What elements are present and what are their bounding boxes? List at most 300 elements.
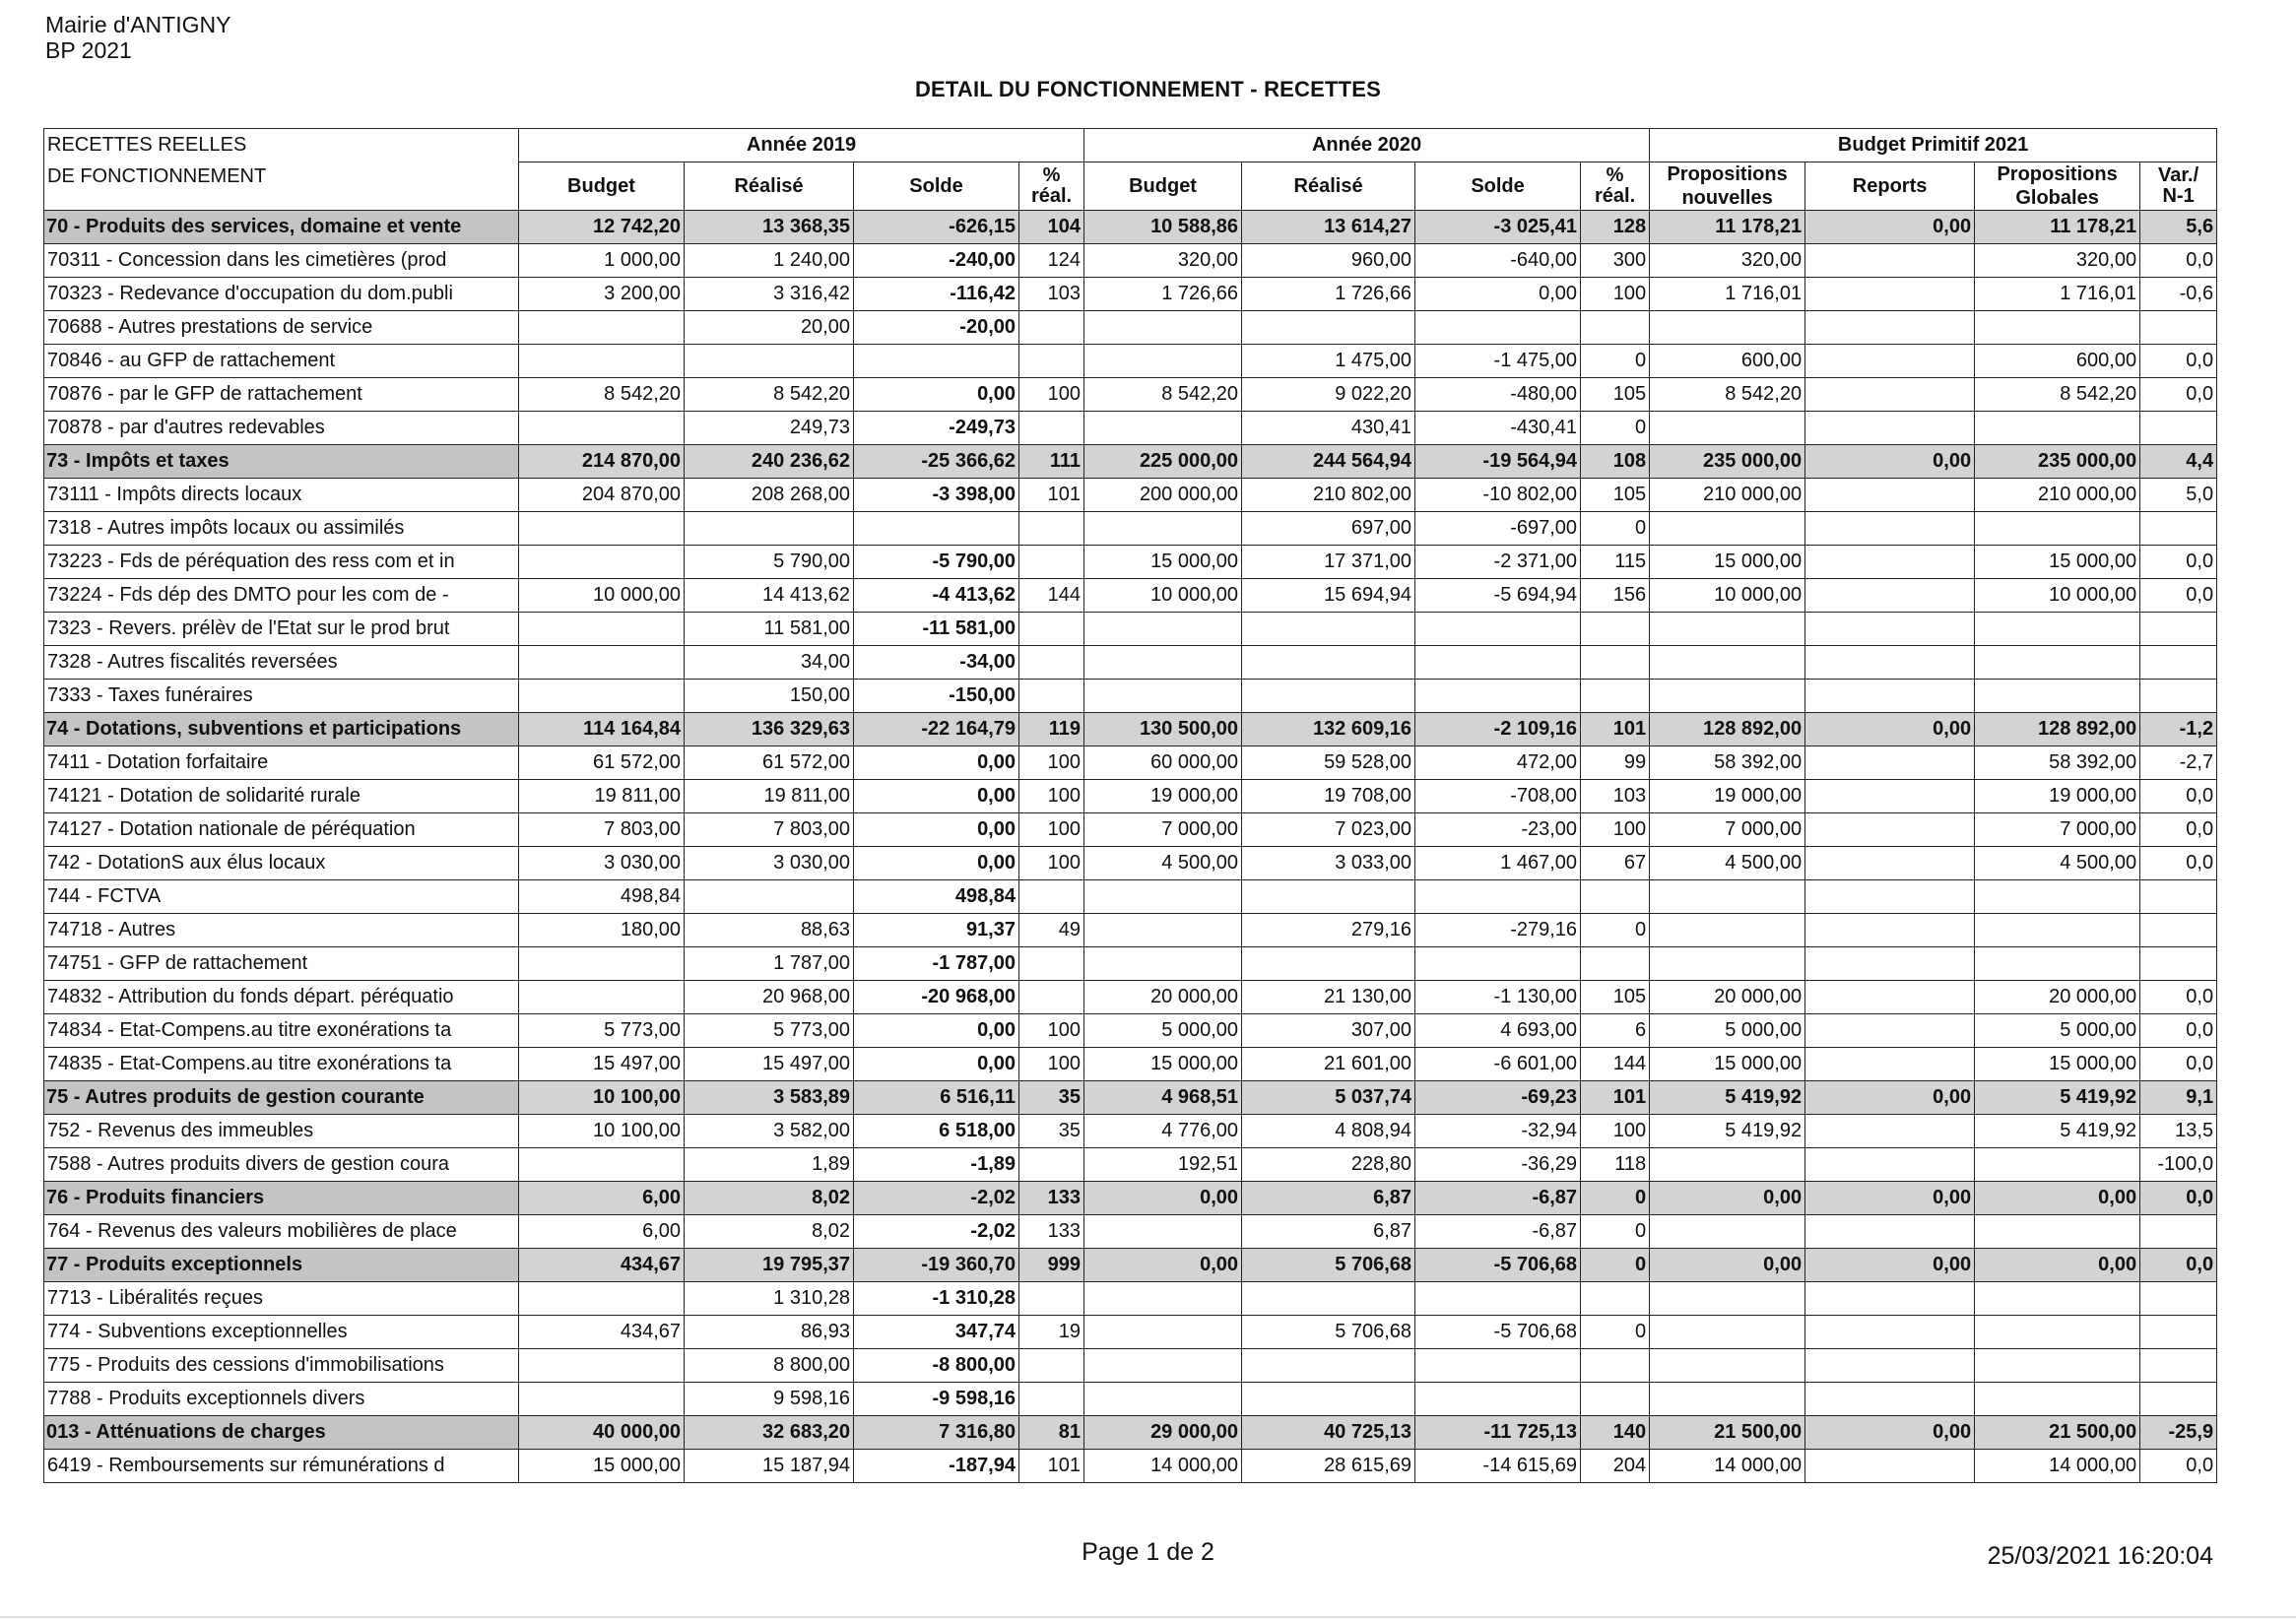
cell-value: 235 000,00 [1650, 445, 1805, 479]
cell-value [519, 345, 685, 378]
cell-value [1805, 278, 1975, 311]
table-row [44, 278, 2217, 311]
cell-value: 0,00 [1084, 1182, 1242, 1215]
cell-value [2140, 1316, 2217, 1349]
cell-value: 7 000,00 [1975, 813, 2140, 847]
cell-value: 0,0 [2140, 1249, 2217, 1282]
cell-value: 61 572,00 [519, 746, 685, 780]
cell-value [2140, 311, 2217, 345]
cell-value: 4 776,00 [1084, 1115, 1242, 1148]
col-budget-2019: Budget [519, 162, 685, 211]
cell-value: -100,0 [2140, 1148, 2217, 1182]
cell-value [1805, 1316, 1975, 1349]
cell-value: -36,29 [1415, 1148, 1581, 1182]
cell-value: 0,00 [1975, 1182, 2140, 1215]
cell-value: 144 [1581, 1048, 1650, 1081]
row-label: 774 - Subventions exceptionnelles [44, 1316, 519, 1349]
cell-value: 133 [1019, 1215, 1084, 1249]
cell-value [1805, 311, 1975, 345]
cell-value [2140, 1215, 2217, 1249]
row-label: 7328 - Autres fiscalités reversées [44, 646, 519, 680]
cell-value [1975, 947, 2140, 981]
cell-value: -19 564,94 [1415, 445, 1581, 479]
cell-value: -2 109,16 [1415, 713, 1581, 746]
cell-value [1084, 345, 1242, 378]
cell-value: 5 037,74 [1242, 1081, 1415, 1115]
cell-value [1242, 680, 1415, 713]
cell-value: 81 [1019, 1416, 1084, 1450]
cell-value: 15 000,00 [1975, 1048, 2140, 1081]
cell-value [1650, 1215, 1805, 1249]
cell-value: 208 268,00 [685, 479, 854, 512]
cell-value: 8,02 [685, 1215, 854, 1249]
cell-value [1805, 1014, 1975, 1048]
cell-value: 19 811,00 [519, 780, 685, 813]
cell-value [1084, 646, 1242, 680]
cell-value [685, 345, 854, 378]
col-budget-2020: Budget [1084, 162, 1242, 211]
cell-value: -6,87 [1415, 1215, 1581, 1249]
cell-value: 104 [1019, 211, 1084, 244]
table-row [44, 847, 2217, 880]
cell-value: 19 811,00 [685, 780, 854, 813]
cell-value: 21 500,00 [1650, 1416, 1805, 1450]
cell-value: 244 564,94 [1242, 445, 1415, 479]
cell-value [1805, 244, 1975, 278]
cell-value: 0 [1581, 1182, 1650, 1215]
cell-value: 136 329,63 [685, 713, 854, 746]
cell-value [685, 880, 854, 914]
cell-value: 5 000,00 [1975, 1014, 2140, 1048]
cell-value: 10 000,00 [1084, 579, 1242, 613]
cell-value [1650, 1316, 1805, 1349]
cell-value: -23,00 [1415, 813, 1581, 847]
table-row [44, 1316, 2217, 1349]
cell-value: 9 022,20 [1242, 378, 1415, 412]
cell-value: 20 000,00 [1975, 981, 2140, 1014]
cell-value: 8 542,20 [1084, 378, 1242, 412]
cell-value: 14 000,00 [1084, 1450, 1242, 1483]
page-number: Page 1 de 2 [1082, 1538, 1214, 1566]
cell-value: 21 601,00 [1242, 1048, 1415, 1081]
cell-value: 6,87 [1242, 1215, 1415, 1249]
cell-value: 114 164,84 [519, 713, 685, 746]
row-label: 7411 - Dotation forfaitaire [44, 746, 519, 780]
cell-value: 0,0 [2140, 546, 2217, 579]
cell-value: -3 398,00 [854, 479, 1019, 512]
row-label: 74127 - Dotation nationale de péréquation [44, 813, 519, 847]
col-solde-2020: Solde [1415, 162, 1581, 211]
row-label: 77 - Produits exceptionnels [44, 1249, 519, 1282]
table-row [44, 680, 2217, 713]
cell-value [1581, 646, 1650, 680]
cell-value: -187,94 [854, 1450, 1019, 1483]
row-label: 7788 - Produits exceptionnels divers [44, 1383, 519, 1416]
cell-value: 103 [1581, 780, 1650, 813]
cell-value: 100 [1019, 378, 1084, 412]
cell-value: 0,0 [2140, 813, 2217, 847]
cell-value: 1 000,00 [519, 244, 685, 278]
cell-value [1415, 1349, 1581, 1383]
cell-value [1242, 1282, 1415, 1316]
cell-value: 0,00 [854, 746, 1019, 780]
cell-value: -1 475,00 [1415, 345, 1581, 378]
table-row [44, 412, 2217, 445]
cell-value: -8 800,00 [854, 1349, 1019, 1383]
cell-value [2140, 412, 2217, 445]
cell-value: -11 581,00 [854, 613, 1019, 646]
cell-value: 40 000,00 [519, 1416, 685, 1450]
cell-value: -626,15 [854, 211, 1019, 244]
cell-value: -3 025,41 [1415, 211, 1581, 244]
cell-value: 17 371,00 [1242, 546, 1415, 579]
cell-value [519, 613, 685, 646]
row-label: 775 - Produits des cessions d'immobilisations [44, 1349, 519, 1383]
cell-value: 3 582,00 [685, 1115, 854, 1148]
cell-value [1650, 613, 1805, 646]
table-row [44, 780, 2217, 813]
cell-value: 10 100,00 [519, 1115, 685, 1148]
group-header-2020: Année 2020 [1084, 129, 1650, 162]
cell-value: 8 542,20 [519, 378, 685, 412]
cell-value [1019, 1282, 1084, 1316]
cell-value: 5 706,68 [1242, 1249, 1415, 1282]
cell-value: 21 500,00 [1975, 1416, 2140, 1450]
cell-value: 5 790,00 [685, 546, 854, 579]
cell-value: 192,51 [1084, 1148, 1242, 1182]
cell-value [1975, 1215, 2140, 1249]
chapter-row [44, 713, 2217, 746]
cell-value [1242, 311, 1415, 345]
cell-value: 279,16 [1242, 914, 1415, 947]
cell-value: 15 694,94 [1242, 579, 1415, 613]
cell-value: 100 [1581, 813, 1650, 847]
cell-value [519, 412, 685, 445]
col-pct-2020 [1581, 162, 1650, 211]
cell-value: 6 516,11 [854, 1081, 1019, 1115]
cell-value [1650, 880, 1805, 914]
cell-value [1975, 914, 2140, 947]
col-prop-nouv-line-2: nouvelles [1681, 187, 1773, 209]
cell-value: 0,00 [1805, 211, 1975, 244]
cell-value: 7 316,80 [854, 1416, 1019, 1450]
cell-value [519, 546, 685, 579]
table-row [44, 1048, 2217, 1081]
cell-value: 6 518,00 [854, 1115, 1019, 1148]
cell-value: 105 [1581, 981, 1650, 1014]
cell-value: 101 [1019, 1450, 1084, 1483]
cell-value [1650, 1148, 1805, 1182]
cell-value: 3 030,00 [685, 847, 854, 880]
cell-value: -708,00 [1415, 780, 1581, 813]
col-var-line-1: Var./ [2158, 164, 2199, 186]
cell-value: -20 968,00 [854, 981, 1019, 1014]
cell-value [2140, 1349, 2217, 1383]
cell-value: -480,00 [1415, 378, 1581, 412]
cell-value [1415, 613, 1581, 646]
cell-value: 119 [1019, 713, 1084, 746]
cell-value: -34,00 [854, 646, 1019, 680]
row-label: 752 - Revenus des immeubles [44, 1115, 519, 1148]
row-label: 74835 - Etat-Compens.au titre exonérations ta [44, 1048, 519, 1081]
cell-value [1084, 512, 1242, 546]
cell-value: 59 528,00 [1242, 746, 1415, 780]
cell-value: -14 615,69 [1415, 1450, 1581, 1483]
cell-value: 7 803,00 [685, 813, 854, 847]
cell-value [519, 1349, 685, 1383]
row-label: 70846 - au GFP de rattachement [44, 345, 519, 378]
cell-value: 4 808,94 [1242, 1115, 1415, 1148]
cell-value: 204 870,00 [519, 479, 685, 512]
cell-value: 0,00 [1650, 1249, 1805, 1282]
cell-value: -1 787,00 [854, 947, 1019, 981]
cell-value: -1,89 [854, 1148, 1019, 1182]
cell-value: 5 419,92 [1975, 1081, 2140, 1115]
chapter-row [44, 1249, 2217, 1282]
cell-value: 4 500,00 [1650, 847, 1805, 880]
cell-value: 5 706,68 [1242, 1316, 1415, 1349]
row-label: 70688 - Autres prestations de service [44, 311, 519, 345]
cell-value: 5 000,00 [1650, 1014, 1805, 1048]
row-label: 74 - Dotations, subventions et participations [44, 713, 519, 746]
row-label: 6419 - Remboursements sur rémunérations d [44, 1450, 519, 1483]
cell-value: -5 706,68 [1415, 1316, 1581, 1349]
cell-value: 32 683,20 [685, 1416, 854, 1450]
cell-value: 10 588,86 [1084, 211, 1242, 244]
cell-value: 347,74 [854, 1316, 1019, 1349]
chapter-row [44, 1081, 2217, 1115]
cell-value [2140, 914, 2217, 947]
cell-value: 100 [1019, 780, 1084, 813]
cell-value [1415, 1383, 1581, 1416]
cell-value [2140, 613, 2217, 646]
cell-value: -4 413,62 [854, 579, 1019, 613]
row-label: 70311 - Concession dans les cimetières (prod [44, 244, 519, 278]
cell-value: -1,2 [2140, 713, 2217, 746]
col-prop-nouv-line-1: Propositions [1667, 163, 1788, 185]
table-row [44, 1349, 2217, 1383]
cell-value: 0,00 [1805, 1416, 1975, 1450]
cell-value: 20 000,00 [1084, 981, 1242, 1014]
cell-value: -19 360,70 [854, 1249, 1019, 1282]
cell-value: -640,00 [1415, 244, 1581, 278]
cell-value: 1 467,00 [1415, 847, 1581, 880]
cell-value [2140, 1282, 2217, 1316]
cell-value: 19 000,00 [1084, 780, 1242, 813]
cell-value: 58 392,00 [1650, 746, 1805, 780]
cell-value: 19 [1019, 1316, 1084, 1349]
cell-value: 19 000,00 [1650, 780, 1805, 813]
row-label: 73223 - Fds de péréquation des ress com et in [44, 546, 519, 579]
col-pct-2019 [1019, 162, 1084, 211]
cell-value [1242, 613, 1415, 646]
col-prop-glob-line-2: Globales [2015, 187, 2099, 209]
cell-value: 144 [1019, 579, 1084, 613]
cell-value [1084, 311, 1242, 345]
row-label: 73224 - Fds dép des DMTO pour les com de - [44, 579, 519, 613]
cell-value [1650, 680, 1805, 713]
cell-value: 210 000,00 [1975, 479, 2140, 512]
cell-value [1084, 1349, 1242, 1383]
cell-value: 15 000,00 [1084, 546, 1242, 579]
cell-value: 100 [1019, 1014, 1084, 1048]
cell-value [1242, 947, 1415, 981]
cell-value: 133 [1019, 1182, 1084, 1215]
table-row [44, 914, 2217, 947]
cell-value [519, 512, 685, 546]
cell-value: 0 [1581, 914, 1650, 947]
cell-value: 0,00 [1650, 1182, 1805, 1215]
cell-value: 5 419,92 [1975, 1115, 2140, 1148]
cell-value: 1 787,00 [685, 947, 854, 981]
table-row [44, 880, 2217, 914]
cell-value [2140, 680, 2217, 713]
cell-value [1019, 981, 1084, 1014]
cell-value: -6,87 [1415, 1182, 1581, 1215]
cell-value: -5 790,00 [854, 546, 1019, 579]
cell-value [1019, 947, 1084, 981]
cell-value [519, 646, 685, 680]
cell-value [1650, 1349, 1805, 1383]
cell-value: 13 614,27 [1242, 211, 1415, 244]
cell-value: 0,0 [2140, 1014, 2217, 1048]
cell-value: 0,0 [2140, 1048, 2217, 1081]
col-propositions-nouvelles [1650, 162, 1805, 211]
cell-value [1415, 646, 1581, 680]
cell-value [1650, 914, 1805, 947]
cell-value [1415, 311, 1581, 345]
cell-value [1975, 1383, 2140, 1416]
cell-value [519, 947, 685, 981]
row-label: 70 - Produits des services, domaine et vente [44, 211, 519, 244]
cell-value: 498,84 [854, 880, 1019, 914]
cell-value: -5 706,68 [1415, 1249, 1581, 1282]
group-header-bp2021: Budget Primitif 2021 [1650, 129, 2217, 162]
cell-value: -116,42 [854, 278, 1019, 311]
cell-value: 0,00 [1084, 1249, 1242, 1282]
cell-value [1581, 1383, 1650, 1416]
cell-value [1805, 680, 1975, 713]
cell-value: 4,4 [2140, 445, 2217, 479]
cell-value [1581, 613, 1650, 646]
table-row [44, 981, 2217, 1014]
cell-value [1805, 546, 1975, 579]
cell-value [1019, 546, 1084, 579]
cell-value: 20 968,00 [685, 981, 854, 1014]
cell-value: 3 030,00 [519, 847, 685, 880]
cell-value [1805, 1148, 1975, 1182]
col-realise-2019: Réalisé [685, 162, 854, 211]
cell-value: 600,00 [1975, 345, 2140, 378]
cell-value: 10 000,00 [519, 579, 685, 613]
cell-value: 0,00 [1805, 1081, 1975, 1115]
row-label: 74751 - GFP de rattachement [44, 947, 519, 981]
cell-value: 0,00 [854, 378, 1019, 412]
cell-value [2140, 646, 2217, 680]
cell-value: 210 000,00 [1650, 479, 1805, 512]
cell-value [1019, 1383, 1084, 1416]
cell-value [1084, 412, 1242, 445]
cell-value: 8 542,20 [685, 378, 854, 412]
cell-value: 249,73 [685, 412, 854, 445]
cell-value: -240,00 [854, 244, 1019, 278]
cell-value: 11 178,21 [1975, 211, 2140, 244]
row-label: 70878 - par d'autres redevables [44, 412, 519, 445]
col-reports: Reports [1805, 162, 1975, 211]
cell-value [1581, 880, 1650, 914]
cell-value: 8,02 [685, 1182, 854, 1215]
cell-value: 10 100,00 [519, 1081, 685, 1115]
cell-value: 101 [1019, 479, 1084, 512]
cell-value [519, 311, 685, 345]
cell-value: 214 870,00 [519, 445, 685, 479]
row-label: 70323 - Redevance d'occupation du dom.publi [44, 278, 519, 311]
cell-value [1650, 947, 1805, 981]
cell-value: -5 694,94 [1415, 579, 1581, 613]
cell-value: 0,00 [854, 813, 1019, 847]
cell-value: 8 542,20 [1975, 378, 2140, 412]
col-pct-line-2: réal. [1594, 185, 1636, 207]
cell-value: 20 000,00 [1650, 981, 1805, 1014]
cell-value: 0,0 [2140, 345, 2217, 378]
cell-value [1242, 1349, 1415, 1383]
org-name: Mairie d'ANTIGNY [45, 12, 231, 37]
cell-value: 7 000,00 [1084, 813, 1242, 847]
cell-value [1084, 914, 1242, 947]
cell-value: 111 [1019, 445, 1084, 479]
table-row [44, 345, 2217, 378]
cell-value [1805, 479, 1975, 512]
corner-line-1: RECETTES REELLES [47, 134, 247, 156]
cell-value [1581, 680, 1650, 713]
cell-value: 434,67 [519, 1316, 685, 1349]
cell-value: 100 [1019, 847, 1084, 880]
cell-value [1019, 1148, 1084, 1182]
cell-value: 5 419,92 [1650, 1081, 1805, 1115]
cell-value: 0,00 [1805, 445, 1975, 479]
cell-value: 13 368,35 [685, 211, 854, 244]
cell-value [1084, 1383, 1242, 1416]
cell-value: 29 000,00 [1084, 1416, 1242, 1450]
cell-value: -25 366,62 [854, 445, 1019, 479]
row-label: 70876 - par le GFP de rattachement [44, 378, 519, 412]
cell-value: 0 [1581, 345, 1650, 378]
cell-value: 697,00 [1242, 512, 1415, 546]
cell-value [1019, 880, 1084, 914]
cell-value [1805, 847, 1975, 880]
cell-value: 15 187,94 [685, 1450, 854, 1483]
cell-value: 40 725,13 [1242, 1416, 1415, 1450]
cell-value: -22 164,79 [854, 713, 1019, 746]
cell-value: 115 [1581, 546, 1650, 579]
cell-value: 3 583,89 [685, 1081, 854, 1115]
cell-value [1805, 412, 1975, 445]
cell-value: 0,00 [854, 847, 1019, 880]
cell-value [1805, 1048, 1975, 1081]
cell-value [1975, 613, 2140, 646]
cell-value: 4 500,00 [1975, 847, 2140, 880]
cell-value [1019, 512, 1084, 546]
cell-value [1084, 947, 1242, 981]
cell-value [1019, 1349, 1084, 1383]
col-propositions-globales [1975, 162, 2140, 211]
cell-value: 100 [1581, 278, 1650, 311]
cell-value: -279,16 [1415, 914, 1581, 947]
col-variation [2140, 162, 2217, 211]
cell-value: 105 [1581, 378, 1650, 412]
cell-value: 5 773,00 [519, 1014, 685, 1048]
cell-value: 35 [1019, 1115, 1084, 1148]
